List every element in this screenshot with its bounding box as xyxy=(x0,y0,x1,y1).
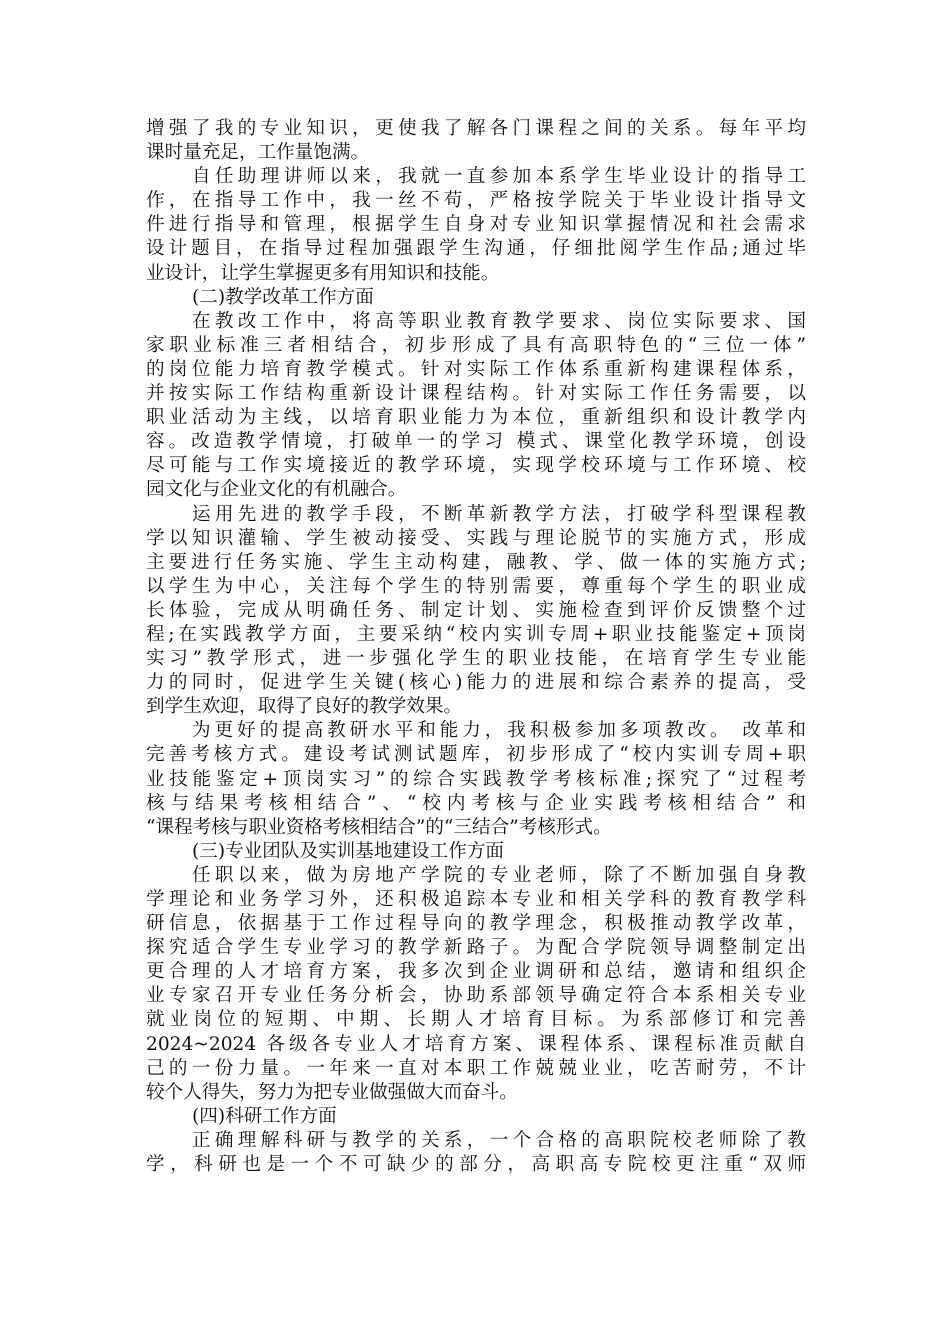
text-line: 完善考核方式。建设考试测试题库，初步形成了“校内实训专周+职 xyxy=(146,744,806,766)
text-line: 实习”教学形式，进一步强化学生的职业技能，在培育学生专业能 xyxy=(146,648,806,670)
text-line: 更合理的人才培育方案，我多次到企业调研和总结，邀请和组织企 xyxy=(146,961,806,983)
text-line: 增强了我的专业知识，更使我了解各门课程之间的关系。每年平均 xyxy=(146,118,806,139)
text-line: 主要进行任务实施、学生主动构建，融教、学、做一体的实施方式; xyxy=(146,551,806,573)
text-line: 学以知识灌输、学生被动接受、实践与理论脱节的实施方式，形成 xyxy=(146,527,806,549)
text-line: 学，科研也是一个不可缺少的部分，高职高专院校更注重“双师 xyxy=(146,1154,806,1176)
text-line: 为更好的提高教研水平和能力，我积极参加多项教改。 改革和 xyxy=(192,720,806,742)
document-body xyxy=(146,117,806,1177)
text-line: 学理论和业务学习外，还积极追踪本专业和相关学科的教育教学科 xyxy=(146,889,806,910)
text-line: 就业岗位的短期、中期、长期人才培育目标。为系部修订和完善 xyxy=(146,1009,806,1031)
text-line: 容。改造教学情境，打破单一的学习 模式、课堂化教学环境，创设 xyxy=(146,431,806,453)
text-line: 业专家召开专业任务分析会，协助系部领导确定符合本系相关专业 xyxy=(146,985,806,1007)
text-line: “课程考核与职业资格考核相结合”的“三结合”考核形式。 xyxy=(146,816,612,838)
text-line: (四)科研工作方面 xyxy=(192,1105,337,1127)
text-line: 较个人得失，努力为把专业做强做大而奋斗。 xyxy=(146,1081,518,1103)
text-line: 2024~2024 各级各专业人才培育方案、课程体系、课程标准贡献自 xyxy=(146,1033,806,1055)
text-line: 以学生为中心，关注每个学生的特别需要，尊重每个学生的职业成 xyxy=(146,575,806,597)
text-line: (三)专业团队及实训基地建设工作方面 xyxy=(192,840,505,862)
text-line: 核与结果考核相结合”、“校内考核与企业实践考核相结合” 和 xyxy=(146,792,806,814)
text-line: 的岗位能力培育教学模式。针对实际工作体系重新构建课程体系， xyxy=(146,358,806,380)
text-line: 尽可能与工作实境接近的教学环境，实现学校环境与工作环境、校 xyxy=(146,455,806,477)
text-line: 任职以来，做为房地产学院的专业老师，除了不断加强自身教 xyxy=(192,864,806,886)
text-line: 职业活动为主线，以培育职业能力为本位，重新组织和设计教学内 xyxy=(146,407,806,429)
text-line: 力的同时，促进学生关键(核心)能力的进展和综合素养的提高，受 xyxy=(146,672,806,694)
text-line: 运用先进的教学手段，不断革新教学方法，打破学科型课程教 xyxy=(192,503,806,525)
text-line: 园文化与企业文化的有机融合。 xyxy=(146,479,407,501)
text-line: 研信息，依据基于工作过程导向的教学理念，积极推动教学改革， xyxy=(146,913,806,935)
text-line: 家职业标准三者相结合，初步形成了具有高职特色的“三位一体” xyxy=(146,334,806,356)
text-line: 作，在指导工作中，我一丝不苟，严格按学院关于毕业设计指导文 xyxy=(146,190,806,212)
text-line: 并按实际工作结构重新设计课程结构。针对实际工作任务需要，以 xyxy=(146,383,806,405)
text-line: 探究适合学生专业学习的教学新路子。为配合学院领导调整制定出 xyxy=(146,937,806,959)
text-line: 课时量充足，工作量饱满。 xyxy=(146,142,370,164)
text-line: 程;在实践教学方面，主要采纳“校内实训专周+职业技能鉴定+顶岗 xyxy=(146,623,806,645)
text-line: 正确理解科研与教学的关系，一个合格的高职院校老师除了教 xyxy=(192,1129,806,1151)
text-line: 业技能鉴定+顶岗实习”的综合实践教学考核标准;探究了“过程考 xyxy=(146,768,806,790)
text-line: 在教改工作中，将高等职业教育教学要求、岗位实际要求、国 xyxy=(192,310,806,332)
text-line: 到学生欢迎，取得了良好的教学效果。 xyxy=(146,696,463,718)
text-line: 自任助理讲师以来，我就一直参加本系学生毕业设计的指导工 xyxy=(192,166,806,188)
text-line: 己的一份力量。一年来一直对本职工作兢兢业业，吃苦耐劳，不计 xyxy=(146,1057,806,1079)
text-line: 长体验，完成从明确任务、制定计划、实施检查到评价反馈整个过 xyxy=(146,599,806,621)
text-line: 件进行指导和管理，根据学生自身对专业知识掌握情况和社会需求 xyxy=(146,214,806,236)
text-line: 业设计，让学生掌握更多有用知识和技能。 xyxy=(146,262,500,284)
text-line: (二)教学改革工作方面 xyxy=(192,286,374,308)
text-line: 设计题目，在指导过程加强跟学生沟通，仔细批阅学生作品;通过毕 xyxy=(146,238,806,260)
